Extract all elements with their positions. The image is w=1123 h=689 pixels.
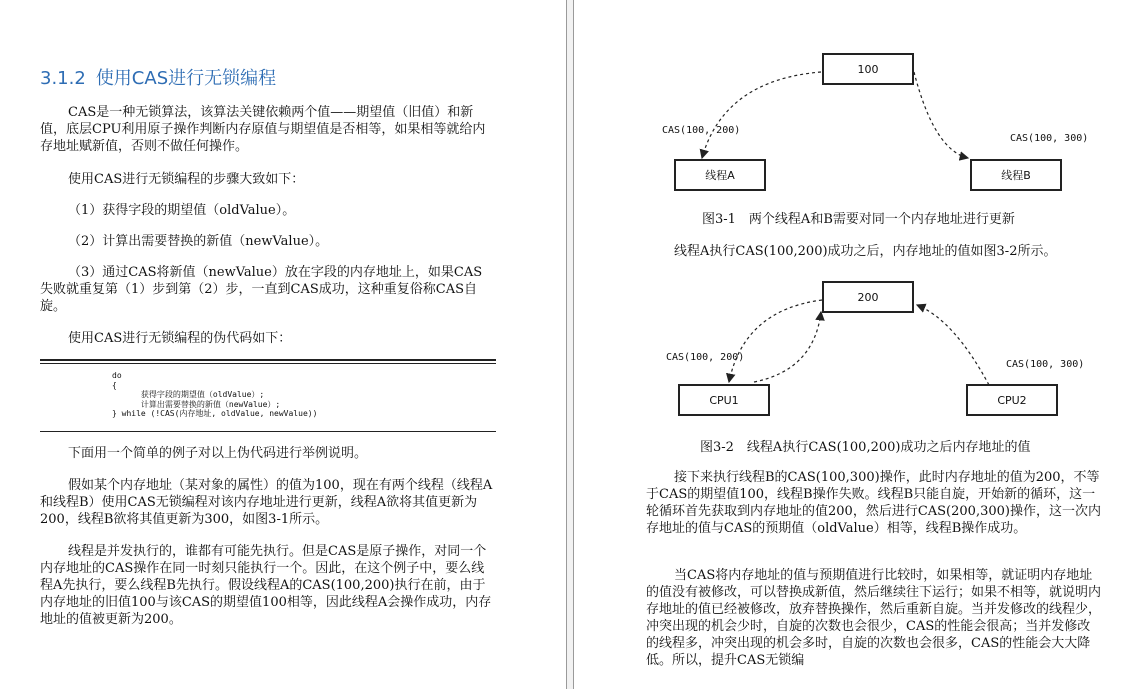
step-3: （3）通过CAS将新值（newValue）放在字段的内存地址上，如果CAS失败就重复第（1）步到第（2）步，一直到CAS成功，这种重复俗称CAS自旋。: [40, 265, 483, 314]
fig1-label-right: CAS(100, 300): [1010, 133, 1089, 144]
fig1-caption: 图3-1 两个线程A和B需要对同一个内存地址进行更新: [702, 212, 1015, 227]
paragraph-example-intro: 下面用一个简单的例子对以上伪代码进行举例说明。: [68, 446, 368, 461]
step-2: （2）计算出需要替换的新值（newValue）。: [68, 234, 329, 249]
fig1-thread-a-box: 线程A: [674, 159, 766, 191]
fig2-label-right: CAS(100, 300): [1006, 359, 1085, 370]
paragraph-example-setup: 假如某个内存地址（某对象的属性）的值为100，现在有两个线程（线程A和线程B）使用CAS无锁编程对该内存地址进行更新，线程A欲将其值更新为200，线程B欲将其值更新为300，如图3-1所示。: [40, 478, 493, 527]
paragraph-cas-performance: 当CAS将内存地址的值与预期值进行比较时，如果相等，就证明内存地址的值没有被修改，可以替换成新值，然后继续往下运行；如果不相等，就说明内存地址的值已经被修改，放弃替换操作，然后重新自旋。当并发修改的线程少，冲突出现的机会少时，自旋的次数也会很少，CAS的性能会很高；当并发修改的线程多，冲突出现的机会多时，自旋的次数也会很多，CAS的性能会大大降低。所以，提升CAS无锁编: [646, 568, 1102, 668]
paragraph-pseudocode-intro: 使用CAS进行无锁编程的伪代码如下：: [68, 331, 292, 346]
right-page: [574, 0, 1123, 689]
page-gutter: [566, 0, 574, 689]
fig1-memory-box: 100: [822, 53, 914, 85]
fig1-thread-b-box: 线程B: [970, 159, 1062, 191]
paragraph-thread-b: 接下来执行线程B的CAS(100,300)操作，此时内存地址的值为200，不等于CAS的期望值100，线程B操作失败。线程B只能自旋，开始新的循环，这一轮循环首先获取到内存地址的值200，然后进行CAS(200,300)操作，这一次内存地址的值与CAS的预期值（oldValue）相等，线程B操作成功。: [646, 470, 1101, 536]
section-number: 3.1.2: [40, 68, 86, 89]
paragraph-cas-intro: CAS是一种无锁算法，该算法关键依赖两个值——期望值（旧值）和新值，底层CPU利用原子操作判断内存原值与期望值是否相等，如果相等就给内存地址赋新值，否则不做任何操作。: [40, 105, 486, 154]
paragraph-concurrency: 线程是并发执行的，谁都有可能先执行。但是CAS是原子操作，对同一个内存地址的CAS操作在同一时刻只能执行一个。因此，在这个例子中，要么线程A先执行，要么线程B先执行。假设线程A的CAS(100,200)执行在前，由于内存地址的旧值100与该CAS的期望值100相等，因此线程A会操作成功，内存地址的值被更新为200。: [40, 544, 492, 627]
fig2-cpu2-box: CPU2: [966, 384, 1058, 416]
fig2-caption: 图3-2 线程A执行CAS(100,200)成功之后内存地址的值: [700, 440, 1031, 455]
step-1: （1）获得字段的期望值（oldValue）。: [68, 203, 296, 218]
section-title: 使用CAS进行无锁编程: [95, 68, 277, 89]
paragraph-steps-intro: 使用CAS进行无锁编程的步骤大致如下：: [68, 172, 305, 187]
fig2-memory-box: 200: [822, 281, 914, 313]
fig2-cpu1-box: CPU1: [678, 384, 770, 416]
pseudocode-block: do { 获得字段的期望值（oldValue）; 计算出需要替换的新值（newValue）; } while (!CAS(内存地址, oldValue, newValue)): [112, 371, 318, 418]
code-rule-bottom: [40, 431, 496, 432]
section-heading: [40, 64, 276, 90]
fig2-label-left: CAS(100, 200): [666, 352, 745, 363]
paragraph-after-fig1: 线程A执行CAS(100,200)成功之后，内存地址的值如图3-2所示。: [674, 244, 1057, 259]
fig1-label-left: CAS(100, 200): [662, 125, 741, 136]
code-rule-top: [40, 359, 496, 364]
